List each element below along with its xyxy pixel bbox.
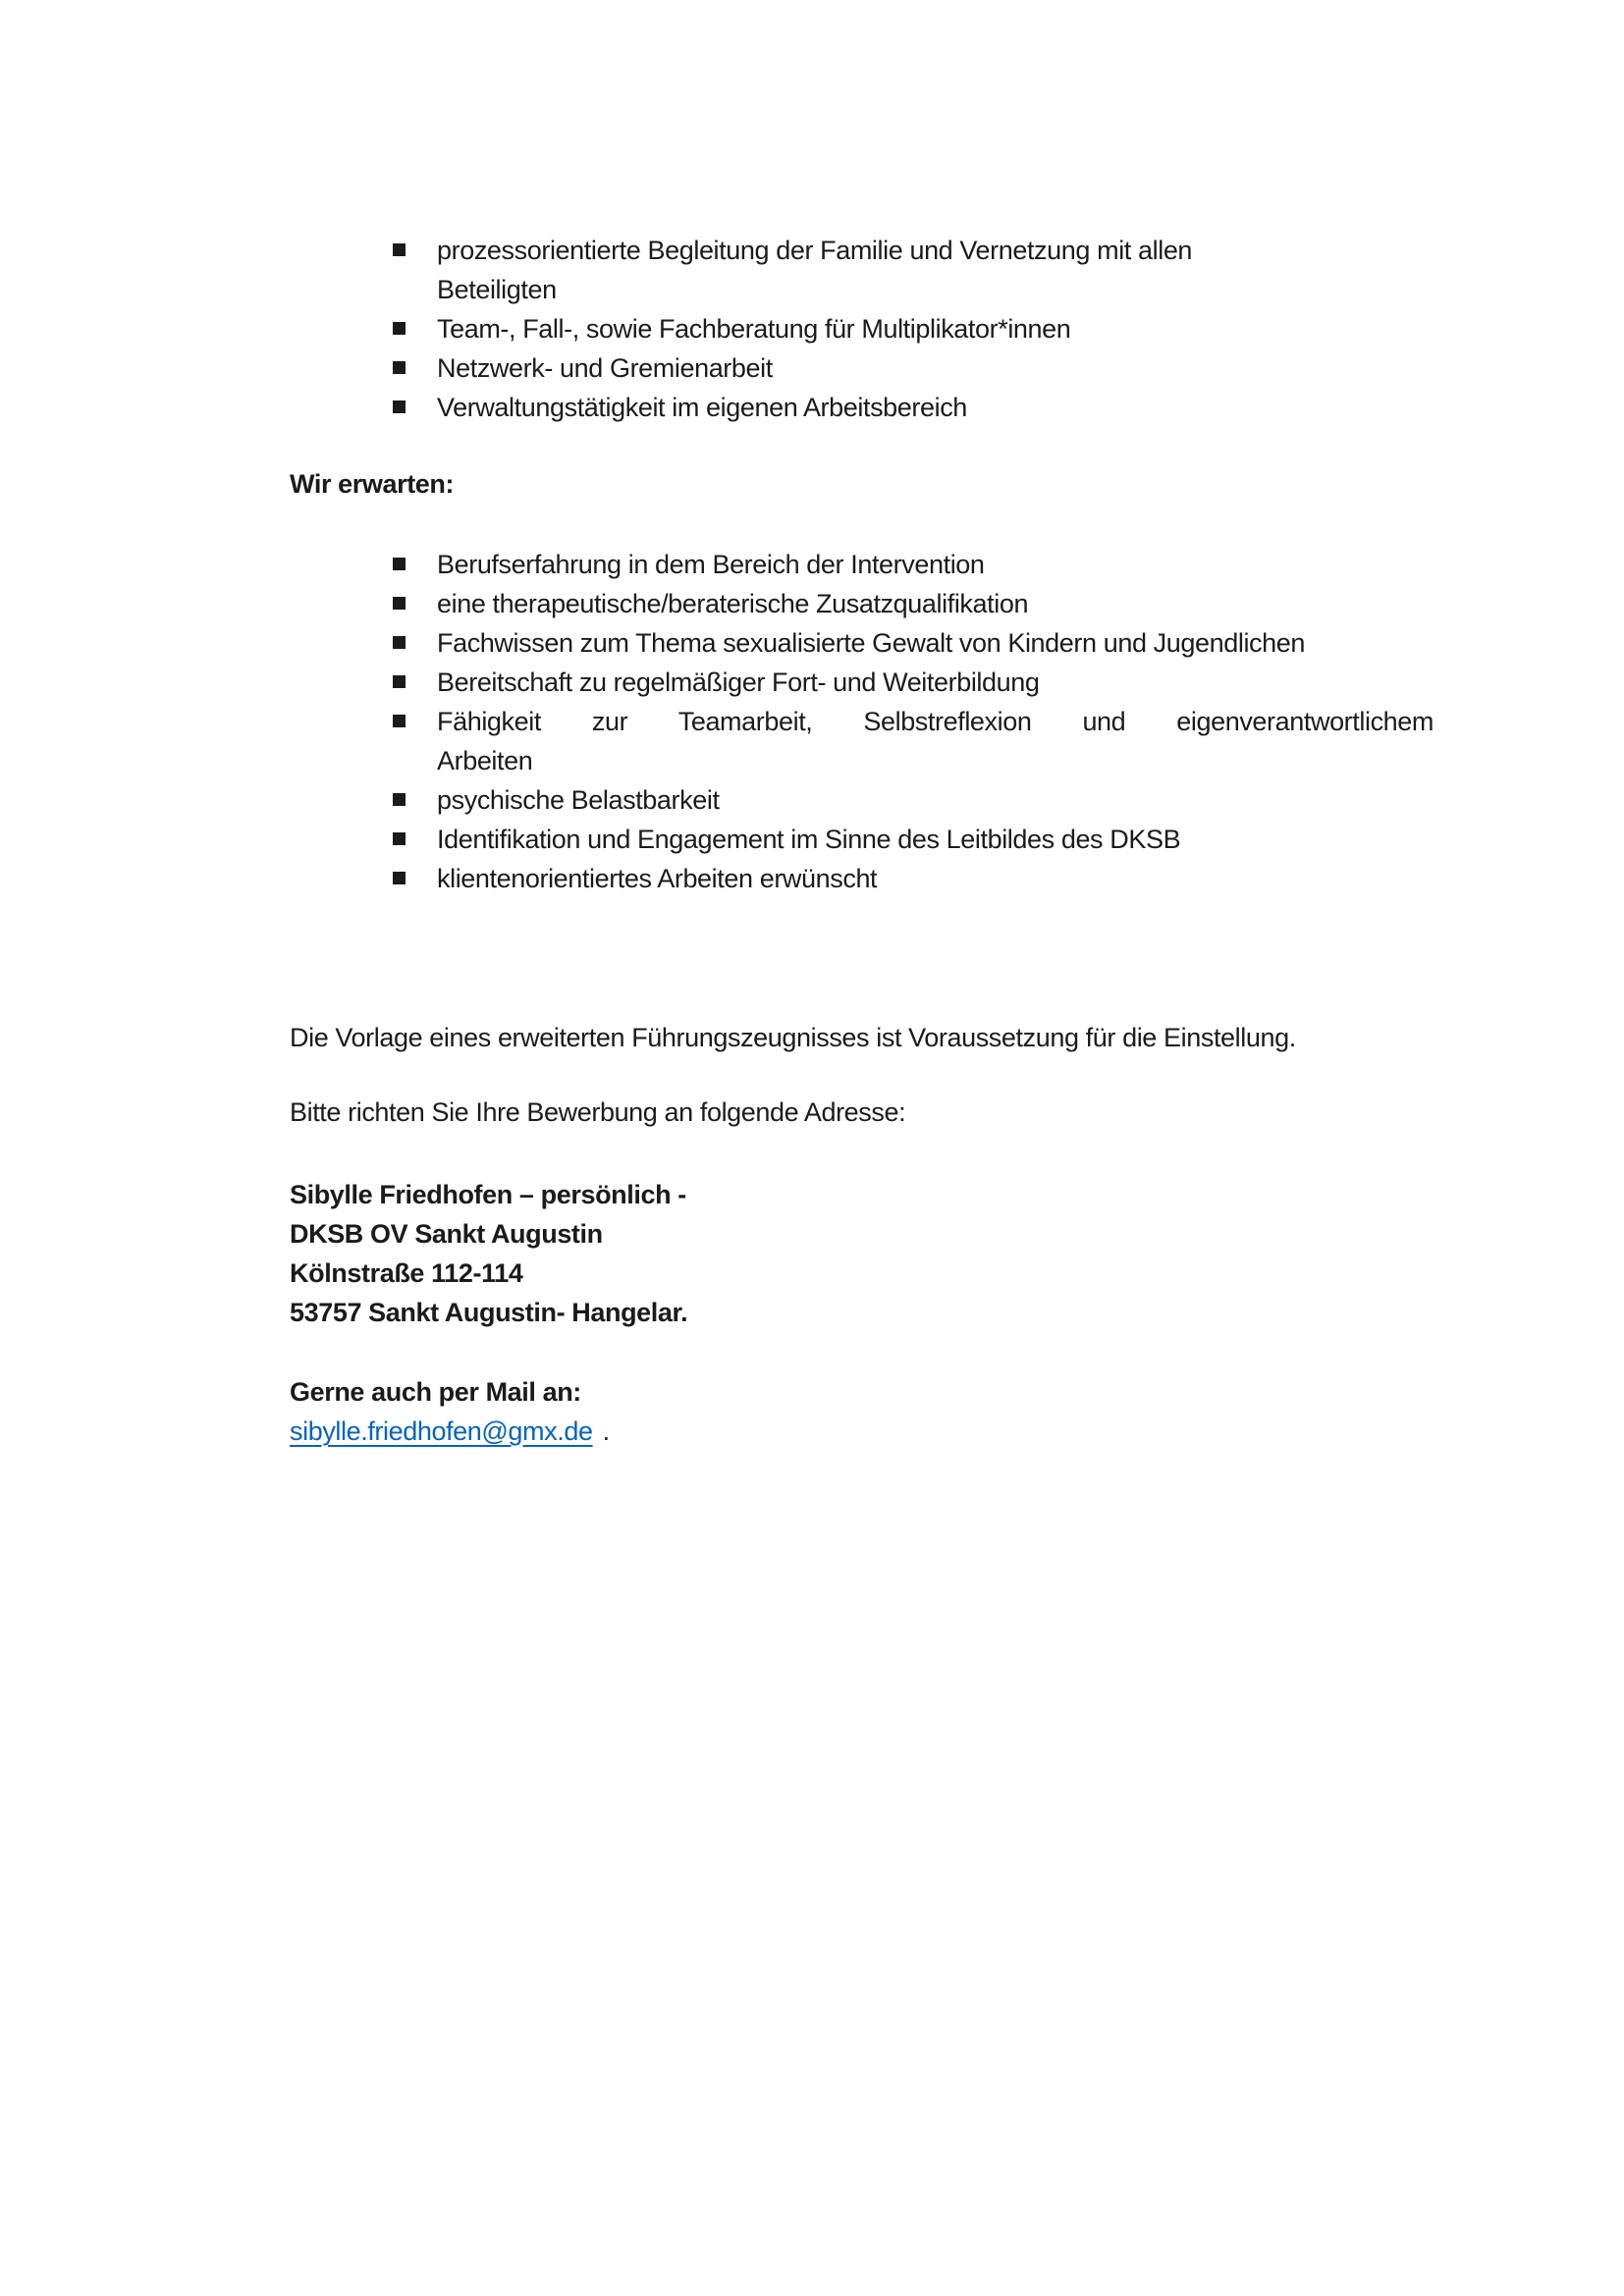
address-name: Sibylle Friedhofen – persönlich - bbox=[290, 1180, 686, 1209]
bullet-square-icon bbox=[393, 558, 406, 570]
bullet-square-icon bbox=[393, 597, 406, 610]
list-item-text: Fachwissen zum Thema sexualisierte Gewalt von Kindern und Jugendlichen bbox=[437, 628, 1305, 658]
list-item-text: Beteiligten bbox=[437, 275, 557, 304]
list-item-text: klientenorientiertes Arbeiten erwünscht bbox=[437, 864, 878, 893]
list-item bbox=[290, 545, 1434, 584]
list-item-text: Bereitschaft zu regelmäßiger Fort- und Weiterbildung bbox=[437, 667, 1040, 697]
list-item-text: Team-, Fall-, sowie Fachberatung für Multiplikator*innen bbox=[437, 314, 1071, 344]
mail-line bbox=[290, 1412, 1434, 1451]
bullet-square-icon bbox=[393, 675, 406, 688]
paragraph-fuehrungszeugnis: Die Vorlage eines erweiterten Führungszeugnisses ist Voraussetzung für die Einstellung. bbox=[290, 1023, 1296, 1052]
duties-list bbox=[290, 231, 1434, 427]
bullet-square-icon bbox=[393, 243, 406, 256]
bullet-square-icon bbox=[393, 872, 406, 884]
list-item bbox=[290, 584, 1434, 623]
list-item-text: eine therapeutische/beraterische Zusatzqualifikation bbox=[437, 589, 1029, 618]
list-item-text: prozessorientierte Begleitung der Familie und Vernetzung mit allen bbox=[437, 236, 1193, 265]
list-item-text: Netzwerk- und Gremienarbeit bbox=[437, 353, 773, 383]
list-item-text: Fähigkeit zur Teamarbeit, Selbstreflexion und eigenverantwortlichem bbox=[437, 707, 1434, 736]
bullet-square-icon bbox=[393, 832, 406, 845]
list-item bbox=[290, 388, 1434, 427]
address-block bbox=[290, 1175, 1434, 1332]
list-item bbox=[290, 663, 1434, 702]
bullet-square-icon bbox=[393, 715, 406, 727]
list-item bbox=[290, 702, 1434, 780]
mail-block bbox=[290, 1372, 1434, 1451]
bullet-square-icon bbox=[393, 322, 406, 335]
list-item bbox=[290, 820, 1434, 859]
link-suffix-period: . bbox=[602, 1416, 610, 1446]
address-organization: DKSB OV Sankt Augustin bbox=[290, 1219, 603, 1249]
list-item bbox=[290, 859, 1434, 898]
bullet-square-icon bbox=[393, 361, 406, 374]
list-item-text: Identifikation und Engagement im Sinne des Leitbildes des DKSB bbox=[437, 825, 1181, 854]
bullet-square-icon bbox=[393, 636, 406, 649]
list-item-text: Berufserfahrung in dem Bereich der Intervention bbox=[437, 550, 985, 579]
mail-label: Gerne auch per Mail an: bbox=[290, 1377, 581, 1407]
address-city: 53757 Sankt Augustin- Hangelar. bbox=[290, 1298, 688, 1327]
paragraph-bewerbung-adresse: Bitte richten Sie Ihre Bewerbung an folgende Adresse: bbox=[290, 1097, 906, 1127]
list-item-text: psychische Belastbarkeit bbox=[437, 785, 720, 815]
bullet-square-icon bbox=[393, 400, 406, 413]
address-street: Kölnstraße 112-114 bbox=[290, 1258, 523, 1288]
list-item bbox=[290, 780, 1434, 820]
list-item bbox=[290, 309, 1434, 348]
expectations-list bbox=[290, 545, 1434, 898]
email-link[interactable]: sibylle.friedhofen@gmx.de bbox=[290, 1416, 593, 1446]
section-heading-wir-erwarten: Wir erwarten: bbox=[290, 469, 455, 499]
list-item-text: Arbeiten bbox=[437, 746, 533, 775]
bullet-square-icon bbox=[393, 793, 406, 806]
list-item-text: Verwaltungstätigkeit im eigenen Arbeitsbereich bbox=[437, 393, 967, 422]
list-item bbox=[290, 623, 1434, 663]
list-item bbox=[290, 348, 1434, 388]
list-item bbox=[290, 231, 1434, 309]
